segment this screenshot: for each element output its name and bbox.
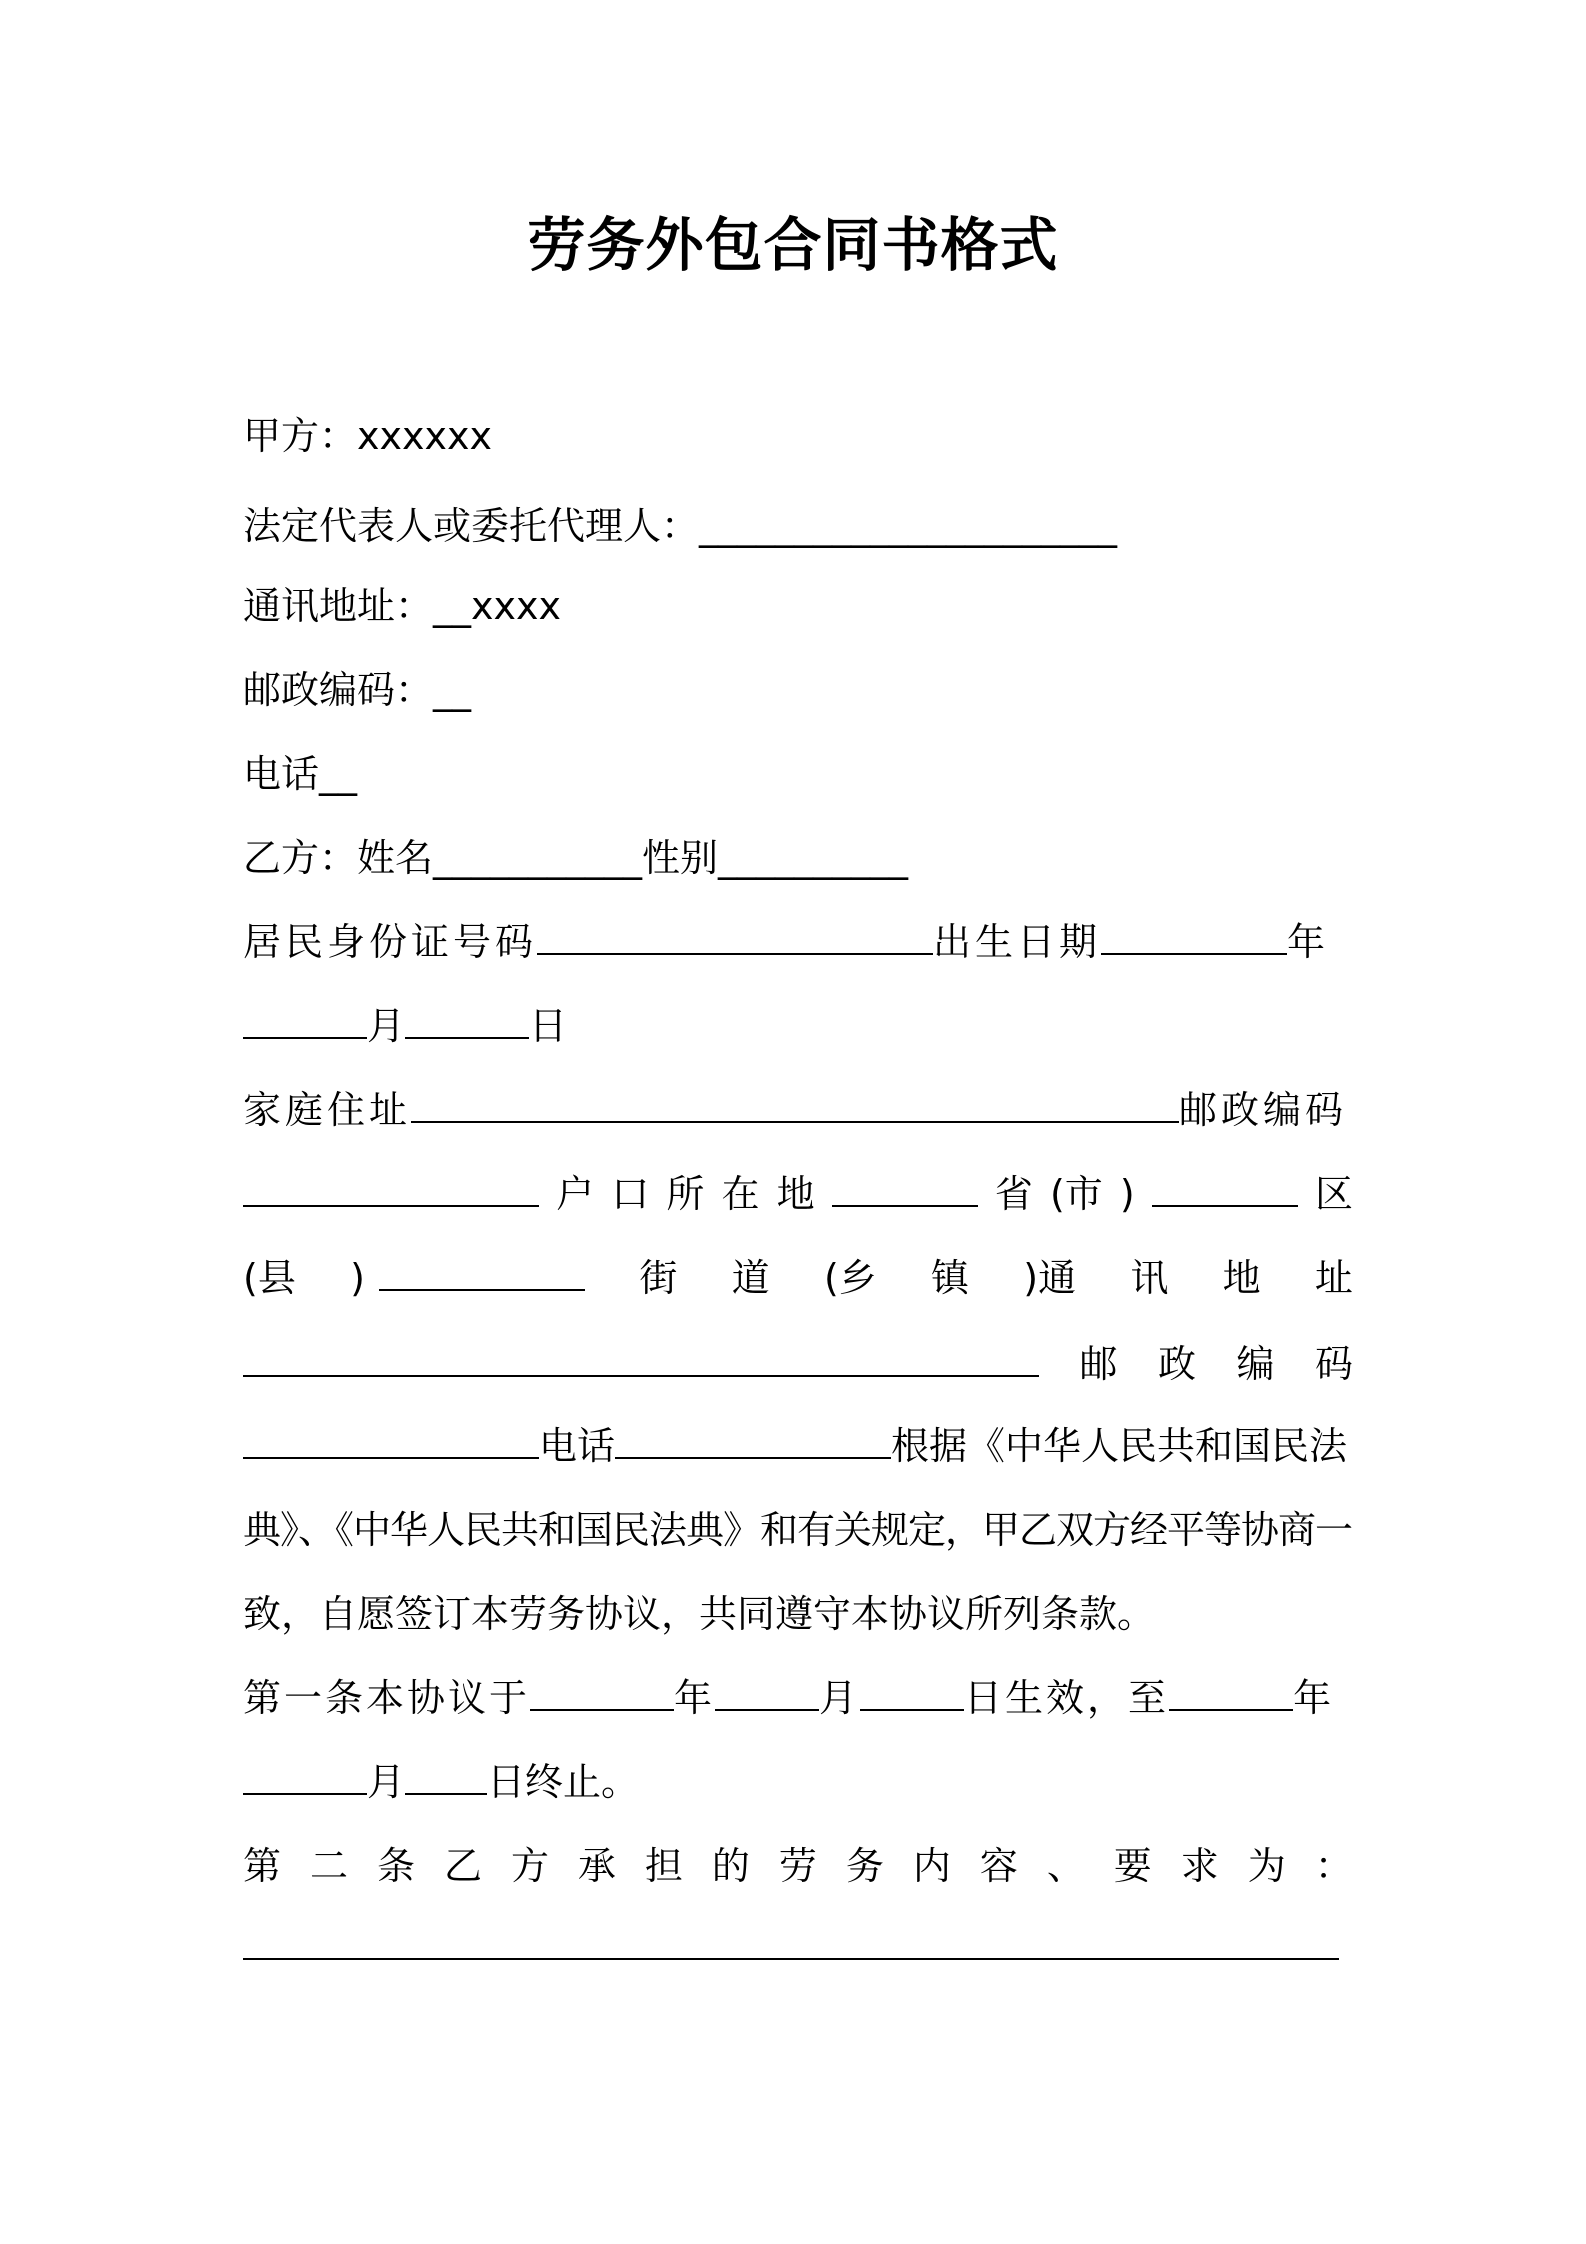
county-w10: 址: [1314, 1256, 1353, 1300]
hukou-w1: 户: [556, 1172, 595, 1216]
art1-end-month: 月: [367, 1760, 406, 1804]
article1-line: [243, 1670, 1353, 1726]
article1b-line: [243, 1754, 1353, 1810]
home-label: 家庭住址: [243, 1088, 412, 1132]
county-w6: 镇: [931, 1256, 970, 1300]
basis2-line: 典》、《中华人民共和国民法典》和有关规定，甲乙双方经平等协商一: [243, 1508, 1353, 1552]
art2-c14: 要: [1113, 1844, 1152, 1888]
county-w3: 街: [639, 1256, 678, 1300]
art1-end-month-blank: [243, 1757, 367, 1795]
basis-text: 根据《中华人民共和国民法: [891, 1424, 1348, 1468]
art2-c1: 第: [243, 1844, 282, 1888]
province-blank: [832, 1169, 978, 1207]
art1-end-day-blank: [405, 1757, 487, 1795]
county-w1: (县: [243, 1256, 296, 1300]
art2-c12: 容: [979, 1844, 1018, 1888]
document-title: 劳务外包合同书格式: [527, 211, 1059, 279]
art2-c15: 求: [1180, 1844, 1219, 1888]
article2-line: [243, 1838, 1353, 1894]
art2-c16: 为: [1247, 1844, 1286, 1888]
street-blank: [379, 1253, 585, 1291]
hukou-blank-1: [243, 1169, 539, 1207]
hukou-w6: 省: [994, 1172, 1033, 1216]
legal-rep-line: 法定代表人或委托代理人：______________________: [243, 504, 1118, 548]
id-label: 居民身份证号码: [243, 920, 538, 964]
county-w2: ): [350, 1256, 365, 1300]
art1-label: 第一条本协议于: [243, 1676, 531, 1720]
hukou-w7: (市: [1049, 1172, 1103, 1216]
home-line: [243, 1082, 1353, 1138]
hukou-w3: 所: [666, 1172, 705, 1216]
address-line: 通讯地址：__xxxx: [243, 584, 561, 628]
home-blank: [411, 1085, 1179, 1123]
art2-c7: 担: [644, 1844, 683, 1888]
day-blank: [405, 1001, 529, 1039]
hukou-w8: ): [1119, 1172, 1135, 1216]
party-a-line: 甲方：xxxxxx: [243, 414, 492, 458]
phone2-blank: [615, 1421, 891, 1459]
hukou-w2: 口: [611, 1172, 650, 1216]
art2-blank: [243, 1922, 1339, 1960]
county-w9: 地: [1222, 1256, 1261, 1300]
county-w8: 讯: [1130, 1256, 1169, 1300]
art1-year: 年: [674, 1676, 716, 1720]
art2-c9: 劳: [778, 1844, 817, 1888]
county-w5: (乡: [823, 1256, 877, 1300]
party-b-line: 乙方：姓名___________性别__________: [243, 836, 909, 880]
art2-c3: 条: [376, 1844, 415, 1888]
art1-end-year-blank: [1169, 1673, 1293, 1711]
art1-month-blank: [715, 1673, 819, 1711]
birth-label: 出生日期: [933, 920, 1102, 964]
art2-c11: 内: [912, 1844, 951, 1888]
post2-blank: [243, 1421, 539, 1459]
phone-line: 电话__: [243, 752, 358, 796]
post2-line: [243, 1336, 1353, 1392]
county-line: [243, 1250, 1353, 1306]
art2-c10: 务: [845, 1844, 884, 1888]
art1-month: 月: [819, 1676, 861, 1720]
hukou-w4: 在: [721, 1172, 760, 1216]
art2-c5: 方: [510, 1844, 549, 1888]
year-blank: [1101, 917, 1287, 955]
art1-year-blank: [530, 1673, 674, 1711]
address-blank: [243, 1339, 1039, 1377]
art1-end-year: 年: [1293, 1676, 1335, 1720]
hukou-w5: 地: [776, 1172, 815, 1216]
day-label: 日: [529, 1004, 568, 1048]
hukou-line: [243, 1166, 1353, 1222]
year-label: 年: [1287, 920, 1330, 964]
id-birth-line: [243, 914, 1353, 970]
post2-w3: 编: [1236, 1342, 1275, 1386]
art2-c8: 的: [711, 1844, 750, 1888]
month-label: 月: [367, 1004, 406, 1048]
month-blank: [243, 1001, 367, 1039]
art2-c2: 二: [309, 1844, 348, 1888]
art2-c13: 、: [1046, 1844, 1085, 1888]
post2-w2: 政: [1157, 1342, 1196, 1386]
art2-c17: ：: [1314, 1844, 1353, 1888]
art1-end: 日终止。: [487, 1760, 640, 1804]
basis3-line: 致，自愿签订本劳务协议，共同遵守本协议所列条款。: [243, 1592, 1156, 1636]
district-blank: [1152, 1169, 1298, 1207]
art1-day-blank: [860, 1673, 964, 1711]
postcode-line: 邮政编码：__: [243, 668, 472, 712]
phone2-label: 电话: [539, 1424, 616, 1468]
county-w4: 道: [731, 1256, 770, 1300]
art2-c6: 承: [577, 1844, 616, 1888]
post2-w4: 码: [1314, 1342, 1353, 1386]
county-w7: )通: [1023, 1256, 1077, 1300]
art2-c4: 乙: [443, 1844, 482, 1888]
hukou-w9: 区: [1314, 1172, 1353, 1216]
id-blank: [537, 917, 933, 955]
birth-md-line: [243, 998, 1353, 1054]
post2-w1: 邮: [1079, 1342, 1118, 1386]
post-label: 邮政编码: [1179, 1088, 1348, 1132]
article2-blank-line: [243, 1922, 1353, 1960]
basis-line: [243, 1418, 1353, 1474]
art1-effective: 日生效，至: [964, 1676, 1170, 1720]
